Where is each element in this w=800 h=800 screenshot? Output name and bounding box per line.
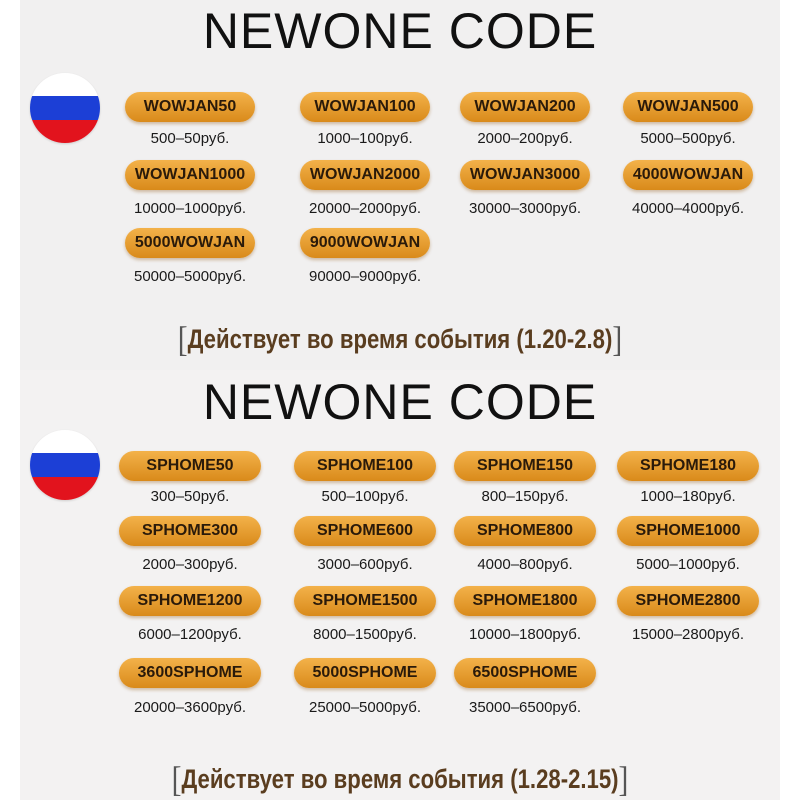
- promo-code-badge[interactable]: SPHOME1500: [294, 586, 436, 616]
- event-period-note: [72, 318, 728, 360]
- event-period-note: [72, 758, 728, 800]
- promo-code-badge[interactable]: 5000SPHOME: [294, 658, 436, 688]
- promo-code-badge[interactable]: 4000WOWJAN: [623, 160, 753, 190]
- bracket-left-icon: [: [177, 319, 188, 359]
- flag-stripe-white: [30, 430, 100, 453]
- promo-code-badge[interactable]: WOWJAN200: [460, 92, 590, 122]
- event-period-text: Действует во время события (1.20-2.8): [187, 324, 613, 354]
- russia-flag-icon: [30, 430, 100, 500]
- promo-code-discount: 6000–1200руб.: [138, 626, 242, 643]
- promo-code-badge[interactable]: WOWJAN50: [125, 92, 255, 122]
- promo-code-badge[interactable]: SPHOME100: [294, 451, 436, 481]
- promo-code-discount: 1000–100руб.: [317, 130, 413, 147]
- promo-code-discount: 2000–300руб.: [142, 556, 238, 573]
- promo-code-discount: 4000–800руб.: [477, 556, 573, 573]
- promo-code-badge[interactable]: WOWJAN100: [300, 92, 430, 122]
- bracket-right-icon: ]: [618, 759, 629, 799]
- promo-code-discount: 25000–5000руб.: [308, 699, 422, 716]
- event-period-text: Действует во время события (1.28-2.15): [181, 764, 619, 794]
- promo-code-discount: 5000–1000руб.: [636, 556, 740, 573]
- promo-code-badge[interactable]: SPHOME300: [119, 516, 261, 546]
- promo-code-discount: 40000–4000руб.: [631, 200, 745, 217]
- promo-code-discount: 8000–1500руб.: [313, 626, 417, 643]
- section-title: NEWONE CODE: [202, 374, 598, 430]
- promo-code-badge[interactable]: SPHOME800: [454, 516, 596, 546]
- bracket-left-icon: [: [171, 759, 182, 799]
- promo-code-discount: 10000–1800руб.: [468, 626, 582, 643]
- promo-code-discount: 15000–2800руб.: [631, 626, 745, 643]
- promo-code-discount: 5000–500руб.: [640, 130, 736, 147]
- promo-code-discount: 50000–5000руб.: [133, 268, 247, 285]
- promo-code-badge[interactable]: 5000WOWJAN: [125, 228, 255, 258]
- promo-code-discount: 500–50руб.: [150, 130, 230, 147]
- flag-stripe-red: [30, 120, 100, 143]
- flag-stripe-blue: [30, 453, 100, 476]
- promo-code-discount: 300–50руб.: [150, 488, 230, 505]
- promo-panel-sphome: [20, 370, 780, 800]
- promo-code-discount: 500–100руб.: [321, 488, 409, 505]
- section-title: NEWONE CODE: [202, 3, 598, 59]
- promo-code-discount: 90000–9000руб.: [308, 268, 422, 285]
- promo-code-badge[interactable]: SPHOME180: [617, 451, 759, 481]
- promo-code-discount: 20000–3600руб.: [133, 699, 247, 716]
- flag-stripe-blue: [30, 96, 100, 119]
- promo-code-badge[interactable]: SPHOME2800: [617, 586, 759, 616]
- promo-code-discount: 1000–180руб.: [640, 488, 736, 505]
- promo-code-badge[interactable]: 9000WOWJAN: [300, 228, 430, 258]
- promo-code-badge[interactable]: SPHOME1800: [454, 586, 596, 616]
- promo-code-discount: 30000–3000руб.: [468, 200, 582, 217]
- promo-code-discount: 2000–200руб.: [477, 130, 573, 147]
- bracket-right-icon: ]: [612, 319, 623, 359]
- russia-flag-icon: [30, 73, 100, 143]
- promo-code-badge[interactable]: SPHOME150: [454, 451, 596, 481]
- promo-code-discount: 20000–2000руб.: [308, 200, 422, 217]
- promo-code-badge[interactable]: WOWJAN3000: [460, 160, 590, 190]
- promo-code-badge[interactable]: WOWJAN500: [623, 92, 753, 122]
- promo-code-discount: 35000–6500руб.: [468, 699, 582, 716]
- promo-code-badge[interactable]: SPHOME1200: [119, 586, 261, 616]
- promo-code-badge[interactable]: SPHOME1000: [617, 516, 759, 546]
- promo-code-badge[interactable]: SPHOME600: [294, 516, 436, 546]
- promo-code-badge[interactable]: 6500SPHOME: [454, 658, 596, 688]
- promo-code-discount: 3000–600руб.: [317, 556, 413, 573]
- promo-code-badge[interactable]: 3600SPHOME: [119, 658, 261, 688]
- promo-code-discount: 800–150руб.: [481, 488, 569, 505]
- flag-stripe-white: [30, 73, 100, 96]
- flag-stripe-red: [30, 477, 100, 500]
- promo-code-badge[interactable]: WOWJAN2000: [300, 160, 430, 190]
- promo-code-badge[interactable]: SPHOME50: [119, 451, 261, 481]
- promo-code-discount: 10000–1000руб.: [133, 200, 247, 217]
- promo-code-badge[interactable]: WOWJAN1000: [125, 160, 255, 190]
